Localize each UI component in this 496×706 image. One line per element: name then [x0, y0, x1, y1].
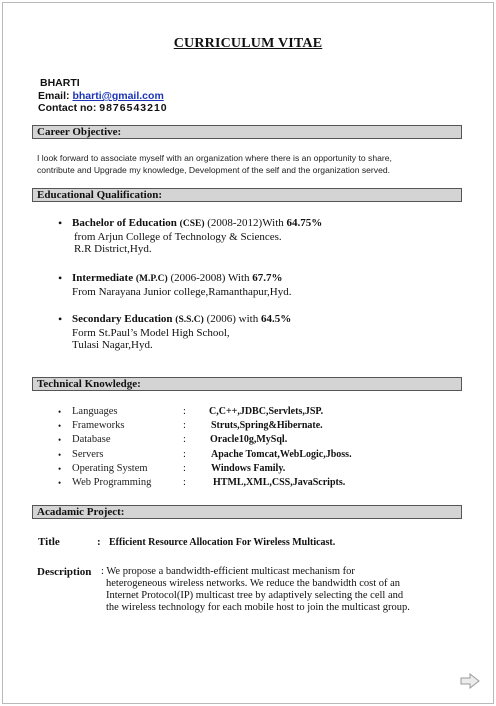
tech-colon: :: [183, 476, 186, 488]
arrow-right-icon[interactable]: [460, 673, 480, 689]
section-technical: Technical Knowledge:: [32, 377, 462, 391]
list-item: [58, 462, 388, 476]
degree-institution: From Narayana Junior college,Ramanthapur,Hyd.: [72, 285, 292, 298]
list-item: [58, 476, 388, 490]
bullet-icon: •: [58, 312, 63, 326]
tech-colon: :: [183, 434, 186, 446]
project-title-colon: :: [97, 536, 101, 548]
contact-line: [38, 102, 168, 114]
list-item: [58, 419, 388, 433]
list-item: [58, 405, 388, 419]
degree-institution: from Arjun College of Technology & Sciences.: [74, 230, 282, 243]
degree-score: 64.75%: [286, 217, 323, 229]
education-item: [58, 272, 292, 298]
tech-value: C,C++,JDBC,Servlets,JSP.: [209, 406, 324, 417]
technical-list: [58, 405, 388, 490]
list-item: [58, 433, 388, 447]
section-education: Educational Qualification:: [32, 188, 462, 202]
tech-value: HTML,XML,CSS,JavaScripts.: [213, 476, 346, 488]
tech-label: Operating System: [72, 462, 148, 474]
tech-label: Servers: [72, 448, 104, 460]
degree-years: (2008-2012)With: [204, 217, 287, 229]
career-objective-text: [37, 153, 461, 176]
education-item: [58, 313, 291, 352]
degree-stream: (CSE): [179, 219, 205, 229]
tech-value: Apache Tomcat,WebLogic,Jboss.: [211, 448, 352, 460]
tech-label: Languages: [72, 406, 118, 417]
career-line-1: I look forward to associate myself with an organization where there is an opportunity to share,: [37, 153, 392, 163]
document-title: CURRICULUM VITAE: [173, 36, 323, 51]
email-label: Email:: [38, 90, 70, 102]
tech-value: Windows Family.: [211, 462, 286, 474]
bullet-icon: •: [58, 407, 62, 417]
project-title-label: Title: [38, 536, 60, 548]
tech-value: Oracle10g,MySql.: [210, 434, 288, 446]
degree-location: R.R District,Hyd.: [74, 243, 152, 255]
description-line: the wireless technology for each mobile host to join the multicast group.: [106, 602, 410, 613]
section-project: Acadamic Project:: [32, 505, 462, 519]
degree-stream: (S.S.C): [175, 315, 204, 325]
tech-colon: :: [183, 448, 186, 460]
tech-colon: :: [183, 406, 186, 417]
career-line-2: contribute and Upgrade my knowledge, Development of the self and the organization served.: [37, 164, 391, 175]
email-line: [38, 90, 164, 102]
degree-location: Tulasi Nagar,Hyd.: [72, 339, 153, 351]
contact-number: 9876543210: [99, 102, 168, 114]
bullet-icon: •: [58, 421, 62, 432]
tech-colon: :: [183, 462, 186, 474]
bullet-icon: •: [58, 271, 63, 285]
bullet-icon: •: [58, 216, 63, 230]
project-description-label: Description: [37, 566, 92, 578]
bullet-icon: •: [58, 477, 62, 488]
list-item: [58, 448, 388, 462]
degree-name: Intermediate: [72, 272, 134, 284]
degree-stream: (M.P.C): [135, 274, 168, 284]
degree-name: Secondary Education: [72, 313, 173, 325]
bullet-icon: •: [58, 463, 62, 474]
email-link[interactable]: bharti@gmail.com: [72, 90, 164, 102]
degree-institution: Form St.Paul’s Model High School,: [72, 326, 230, 339]
description-line: Internet Protocol(IP) multicast tree by adaptively selecting the cell and: [106, 590, 404, 601]
tech-label: Web Programming: [72, 476, 152, 488]
tech-value: Struts,Spring&Hibernate.: [211, 420, 323, 432]
degree-score: 67.7%: [252, 272, 283, 284]
contact-label: Contact no:: [38, 102, 97, 114]
bullet-icon: •: [58, 449, 62, 460]
degree-years: (2006) with: [203, 313, 261, 325]
tech-label: Database: [72, 434, 111, 446]
tech-colon: :: [183, 420, 186, 432]
degree-years: (2006-2008) With: [167, 272, 253, 284]
project-title-value: Efficient Resource Allocation For Wireless Multicast.: [109, 537, 336, 548]
description-line: : We propose a bandwidth-efficient multicast mechanism for: [101, 566, 355, 577]
degree-name: Bachelor of Education: [72, 217, 177, 229]
degree-score: 64.5%: [260, 313, 292, 325]
candidate-name: BHARTI: [40, 77, 80, 89]
project-description: [101, 566, 471, 614]
tech-label: Frameworks: [72, 420, 125, 432]
bullet-icon: •: [58, 435, 62, 446]
section-career-objective: Career Objective:: [32, 125, 462, 139]
education-item: [58, 217, 322, 256]
description-line: heterogeneous wireless networks. We reduce the bandwidth cost of an: [106, 578, 401, 589]
